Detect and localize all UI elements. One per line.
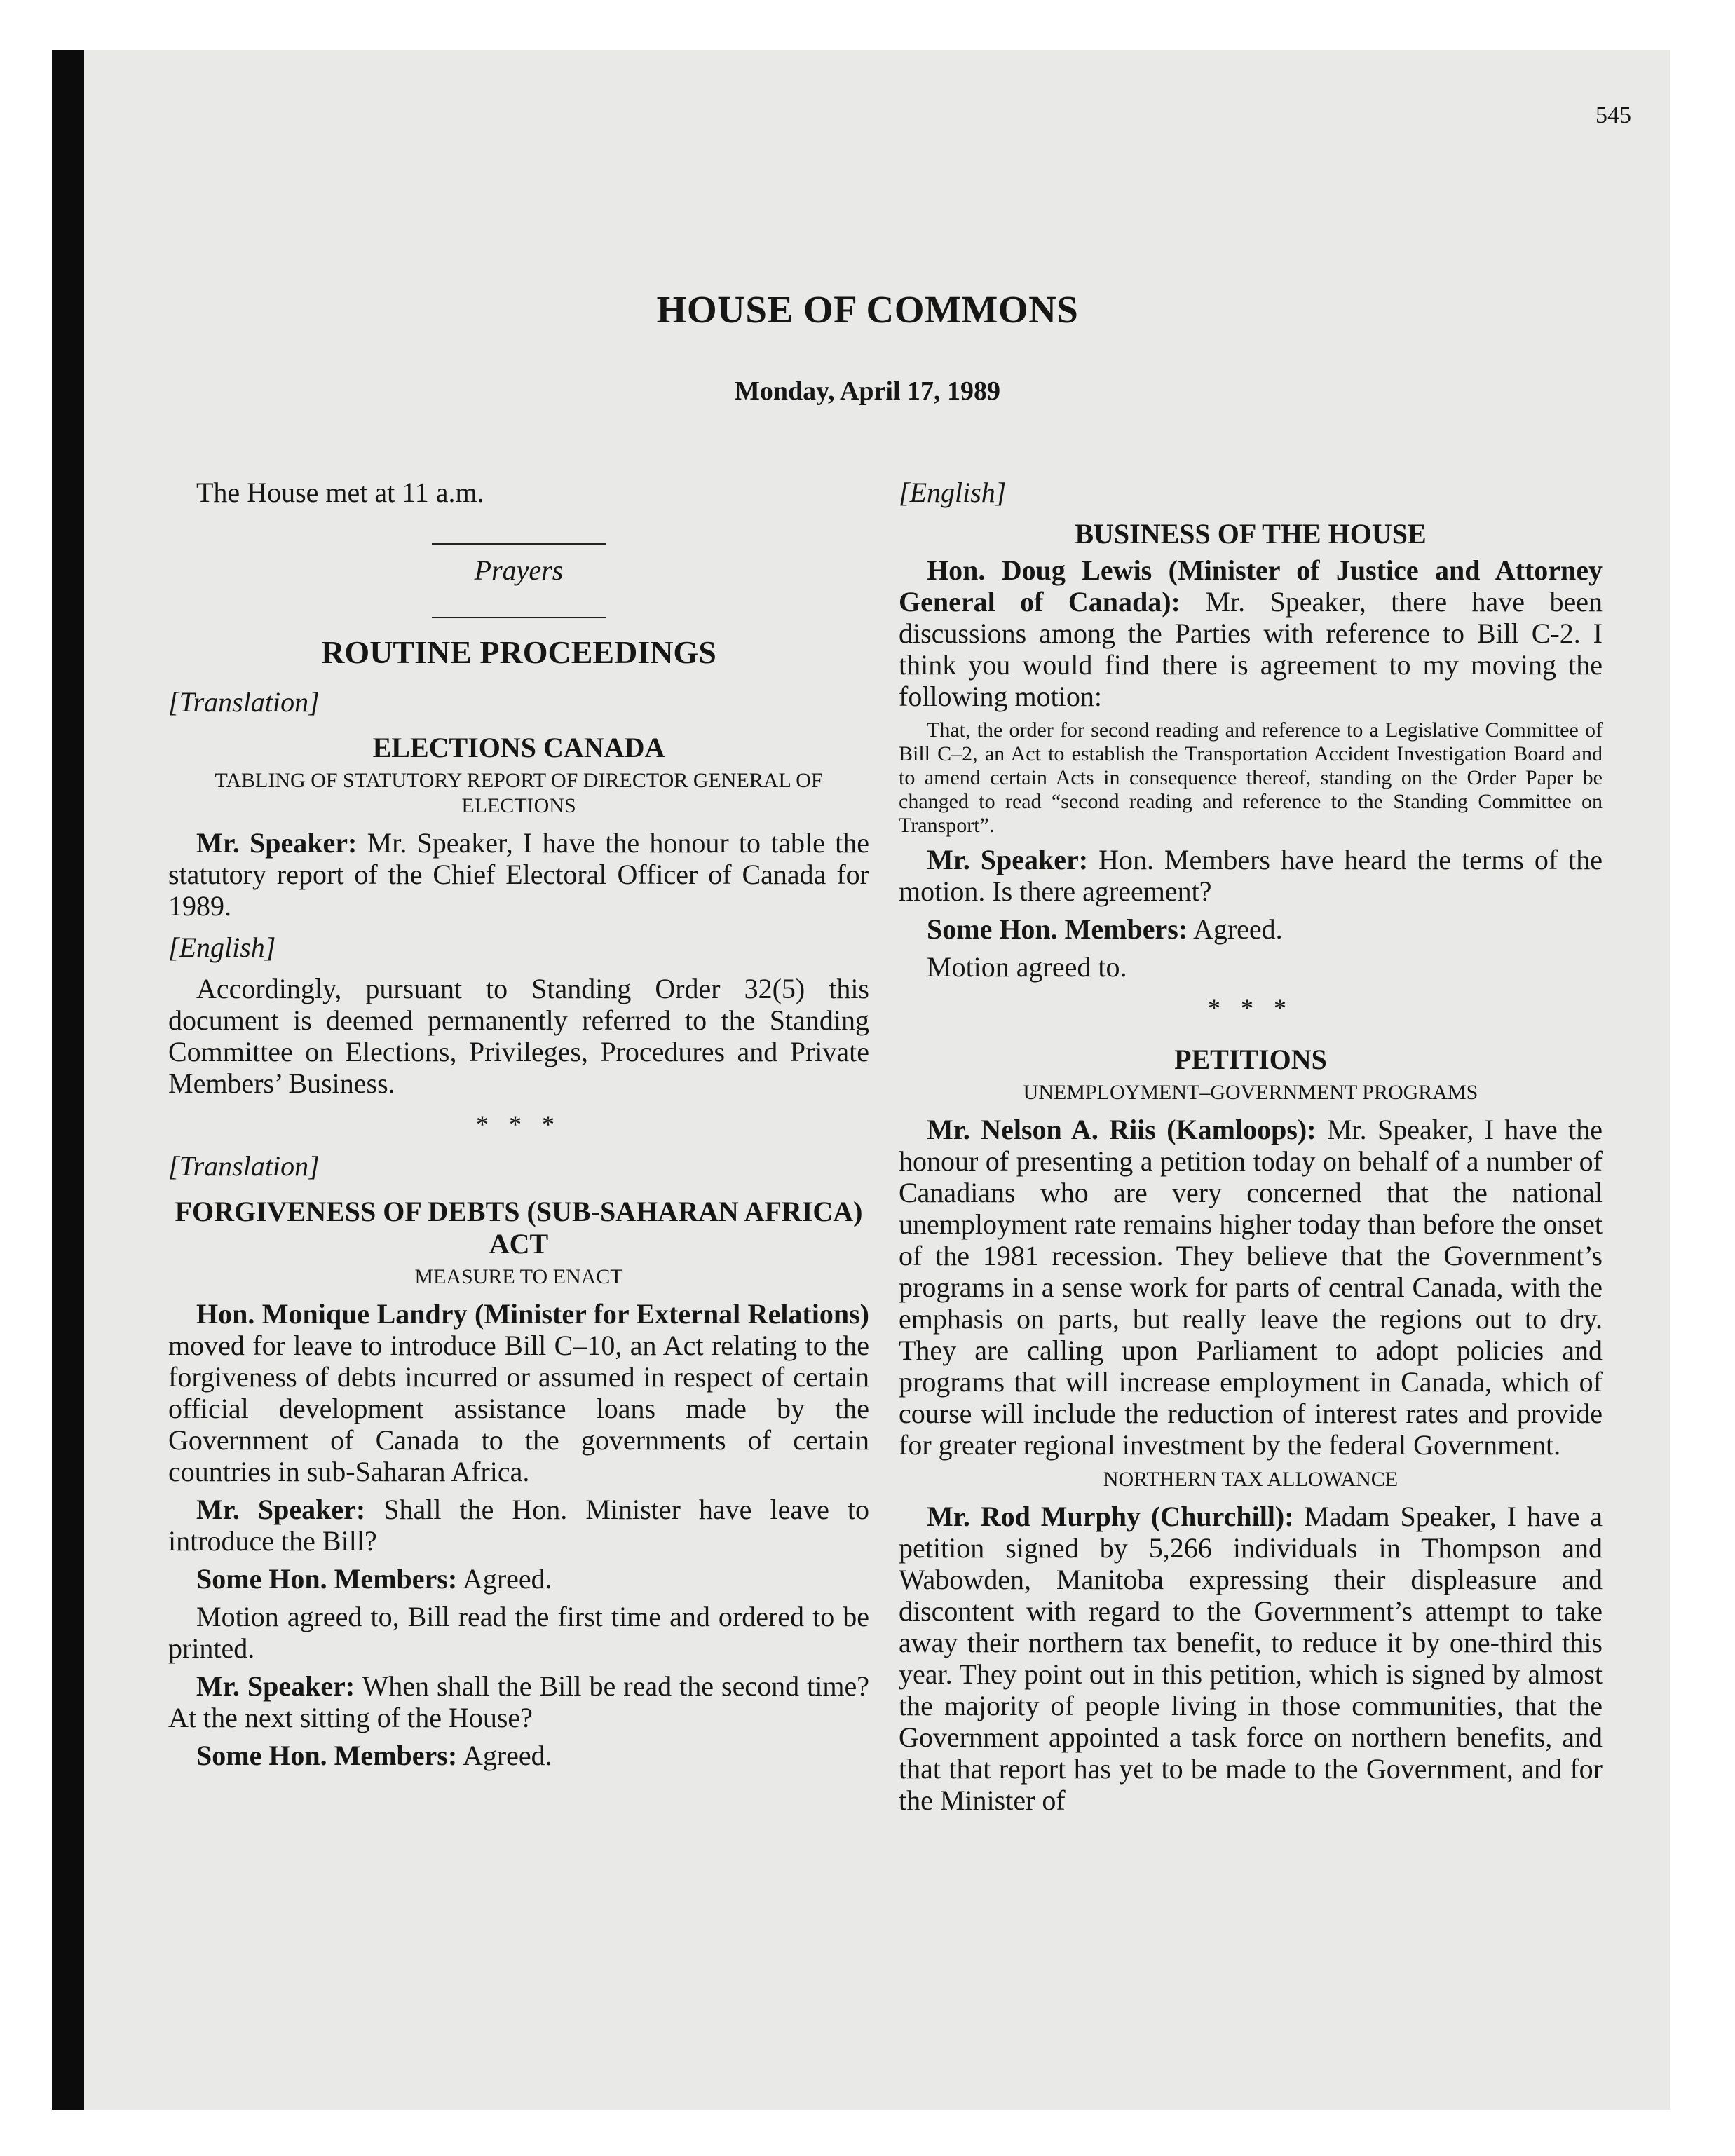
speech-text: Agreed. — [457, 1563, 552, 1595]
speech-text: Hon. Members have heard the terms of the motion. Is there agreement? — [899, 844, 1603, 907]
speaker-paragraph — [899, 554, 1603, 712]
motion-paragraph: Motion agreed to. — [927, 951, 1127, 983]
speaker-paragraph — [899, 913, 1603, 945]
speaker-name: Some Hon. Members: — [927, 913, 1188, 945]
forgiveness-of-debts-heading: FORGIVENESS OF DEBTS (SUB-SAHARAN AFRICA) ACT — [175, 1196, 863, 1260]
speaker-paragraph — [168, 1494, 869, 1557]
speech-text: Mr. Speaker, I have the honour of presenting a petition today on behalf of a number of Canadians who are very concerned that the national unemployment rate remains higher today than before the onset of the 1981 recession. They believe that the Government’s programs in a sense work for parts of central Canada, with the emphasis on parts, but really leave the regions out to dry. They are calling upon Parliament to adopt policies and programs that will increase employment in Canada, which of course will include the reduction of interest rates and provide for greater regional investment by the federal Government. — [899, 1114, 1603, 1461]
business-of-the-house-heading: BUSINESS OF THE HOUSE — [1075, 518, 1427, 550]
speaker-paragraph — [168, 1740, 869, 1771]
elections-subheading: TABLING OF STATUTORY REPORT OF DIRECTOR GENERAL OF ELECTIONS — [215, 769, 823, 817]
section-separator: * * * — [476, 1110, 562, 1138]
speaker-name: Mr. Speaker: — [196, 827, 358, 859]
speech-text: Agreed. — [1188, 913, 1283, 945]
speech-text: Madam Speaker, I have a petition signed by 5,266 individuals in Thompson and Wabowden, Manitoba expressing their displeasure and discontent with regard to the Government’s attempt to take away their northern tax benefit, to reduce it by one-third this year. They point out in this petition, which is signed by almost the majority of people living in those communities, that the Government appointed a task force on northern benefits, and that that report has yet to be made to the Government, and for the Minister of — [899, 1501, 1603, 1816]
routine-proceedings-heading: ROUTINE PROCEEDINGS — [321, 634, 716, 670]
speaker-name: Some Hon. Members: — [196, 1740, 458, 1771]
left-column — [168, 477, 869, 1778]
speaker-paragraph — [168, 1563, 869, 1595]
sitting-date: Monday, April 17, 1989 — [735, 376, 1000, 406]
english-tag: [English] — [168, 932, 276, 963]
speaker-name: Hon. Doug Lewis (Minister of Justice and Attorney General of Canada): — [899, 554, 1603, 618]
speech-text: Mr. Speaker, I have the honour to table the statutory report of the Chief Electoral Officer of Canada for 1989. — [168, 827, 870, 922]
speaker-name: Hon. Monique Landry (Minister for External Relations) — [196, 1298, 869, 1330]
house-met-line: The House met at 11 a.m. — [196, 477, 484, 508]
scan-edge-bar — [52, 50, 84, 2110]
divider-rule — [432, 543, 606, 545]
speaker-paragraph — [168, 1298, 869, 1487]
northern-tax-allowance-subheading: NORTHERN TAX ALLOWANCE — [1103, 1468, 1399, 1491]
english-tag: [English] — [899, 477, 1007, 508]
elections-canada-heading: ELECTIONS CANADA — [372, 732, 665, 763]
speaker-paragraph — [899, 1501, 1603, 1816]
speaker-name: Mr. Speaker: — [927, 844, 1089, 875]
speaker-name: Some Hon. Members: — [196, 1563, 458, 1595]
speech-text: Agreed. — [457, 1740, 552, 1771]
section-separator: * * * — [1208, 994, 1293, 1022]
speech-text: When shall the Bill be read the second time? At the next sitting of the House? — [168, 1670, 870, 1733]
standing-order-paragraph: Accordingly, pursuant to Standing Order 32(5) this document is deemed permanently referred to the Standing Committee on Elections, Privileges, Procedures and Private Members’ Business. — [168, 973, 869, 1099]
speaker-paragraph — [168, 827, 869, 922]
right-column — [899, 477, 1603, 1822]
translation-tag: [Translation] — [168, 1150, 320, 1182]
petitions-heading: PETITIONS — [1174, 1044, 1327, 1075]
speaker-name: Mr. Speaker: — [196, 1670, 355, 1702]
speech-text: Shall the Hon. Minister have leave to introduce the Bill? — [168, 1494, 869, 1557]
motion-paragraph: Motion agreed to, Bill read the first time and ordered to be printed. — [168, 1601, 869, 1664]
speaker-paragraph — [899, 844, 1603, 907]
motion-quote: That, the order for second reading and reference to a Legislative Committee of Bill C–2, an Act to establish the Transportation Accident Investigation Board and to amend certain Acts in consequence thereof, standing on the Order Paper be changed to read “second reading and reference to the Standing Committee on Transport”. — [899, 718, 1603, 837]
page-number: 545 — [1595, 102, 1631, 128]
page-title: HOUSE OF COMMONS — [656, 288, 1079, 331]
divider-rule — [432, 617, 606, 618]
unemployment-subheading: UNEMPLOYMENT–GOVERNMENT PROGRAMS — [1023, 1081, 1478, 1104]
speaker-paragraph — [168, 1670, 869, 1733]
measure-to-enact-subheading: MEASURE TO ENACT — [414, 1265, 623, 1288]
speaker-name: Mr. Speaker: — [196, 1494, 366, 1525]
speaker-paragraph — [899, 1114, 1603, 1461]
speaker-name: Mr. Nelson A. Riis (Kamloops): — [927, 1114, 1316, 1145]
speech-text: Mr. Speaker, there have been discussions among the Parties with reference to Bill C-2. I think you would find there is agreement to my moving the following motion: — [899, 586, 1603, 712]
speaker-name: Mr. Rod Murphy (Churchill): — [927, 1501, 1294, 1532]
translation-tag: [Translation] — [168, 686, 320, 718]
speech-text: moved for leave to introduce Bill C–10, an Act relating to the forgiveness of debts incurred or assumed in respect of certain official development assistance loans made by the Government of Canada to the governments of certain countries in sub-Saharan Africa. — [168, 1330, 869, 1487]
prayers-heading: Prayers — [474, 554, 564, 586]
